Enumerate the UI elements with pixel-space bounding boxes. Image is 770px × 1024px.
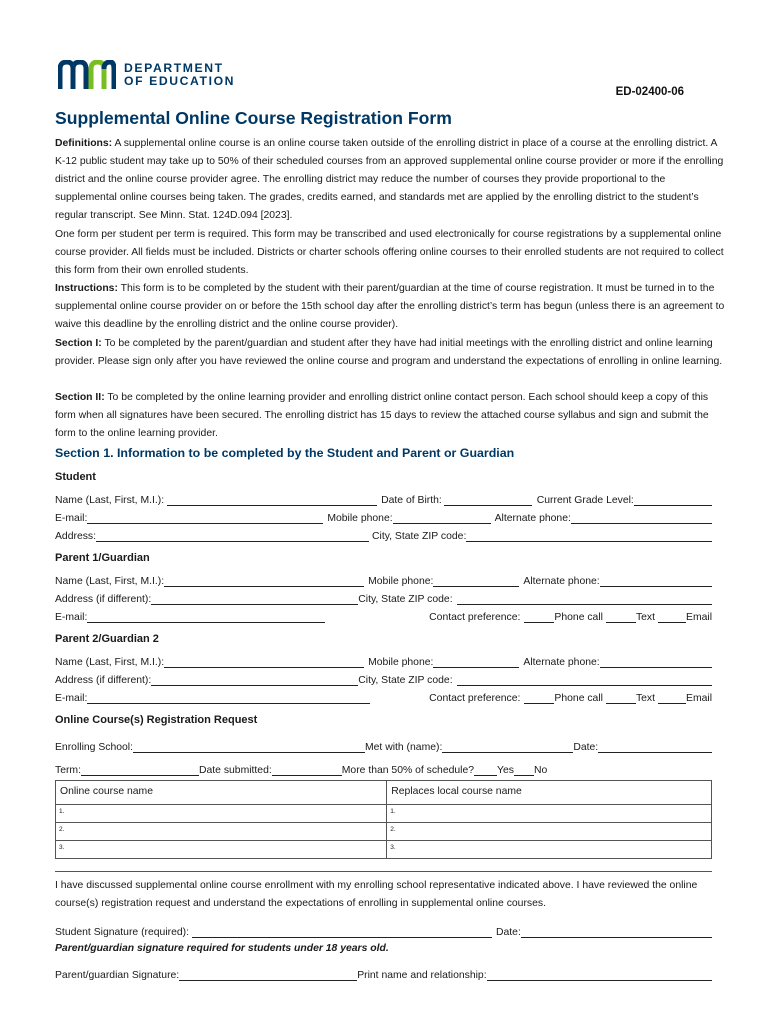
- signature-statement: I have discussed supplemental online course enrollment with my enrolling school representative indicated above. I have reviewed the online course(s) registration request and understand the expectations of enrolling in supplemental online courses.: [55, 880, 698, 910]
- parent2-mobile-field[interactable]: [433, 656, 519, 668]
- logo-text: DEPARTMENT OF EDUCATION: [124, 60, 236, 88]
- divider: [55, 871, 712, 872]
- student-row-1: Name (Last, First, M.I.): Date of Birth: Current Grade Level:: [55, 490, 712, 506]
- table-row: [56, 823, 712, 841]
- table-header-row: [56, 781, 712, 805]
- replaces-course-cell-3[interactable]: 3.: [387, 841, 712, 859]
- registration-heading: Online Course(s) Registration Request: [55, 714, 258, 726]
- met-with-field[interactable]: [442, 741, 573, 753]
- parent1-email-field[interactable]: [87, 611, 325, 623]
- section-two-note: Section II: To be completed by the online learning provider and enrolling district online contact person. Each school should keep a copy of this form when all signatures have been secured. The enrolling district has 15 days to review the attached course syllabus and sign and submit the form to the online learning provider.: [55, 392, 709, 440]
- table-row: [56, 805, 712, 823]
- parent2-phone-call-check[interactable]: [524, 692, 554, 704]
- student-alt-phone-field[interactable]: [571, 512, 712, 524]
- student-name-field[interactable]: [167, 494, 377, 506]
- student-heading: Student: [55, 471, 96, 483]
- parent1-mobile-field[interactable]: [433, 575, 519, 587]
- parent1-phone-call-check[interactable]: [524, 611, 554, 623]
- parent2-row-1: Name (Last, First, M.I.): Mobile phone: Alternate phone:: [55, 652, 712, 668]
- parent1-row-1: Name (Last, First, M.I.): Mobile phone: Alternate phone:: [55, 571, 712, 587]
- parent2-name-field[interactable]: [164, 656, 364, 668]
- parent2-row-3: E-mail: Contact preference: Phone call Text Email: [55, 693, 712, 704]
- parent1-heading: Parent 1/Guardian: [55, 552, 150, 564]
- student-row-2: E-mail: Mobile phone: Alternate phone:: [55, 508, 712, 524]
- parent2-text-check[interactable]: [606, 692, 636, 704]
- form-id: ED-02400-06: [615, 86, 684, 98]
- registration-date-field[interactable]: [598, 741, 712, 753]
- parent2-row-2: Address (if different): City, State ZIP code:: [55, 670, 712, 686]
- student-grade-field[interactable]: [634, 494, 712, 506]
- online-course-col-header: Online course name: [56, 781, 387, 805]
- page-title: Supplemental Online Course Registration Form: [55, 108, 452, 128]
- student-dob-field[interactable]: [444, 494, 532, 506]
- parent2-city-field[interactable]: [457, 674, 712, 686]
- replaces-course-cell-2[interactable]: 2.: [387, 823, 712, 841]
- parent2-heading: Parent 2/Guardian 2: [55, 633, 159, 645]
- parent2-email-check[interactable]: [658, 692, 686, 704]
- definitions-paragraph: Definitions: A supplemental online course is an online course taken outside of the enrolling district in place of a course at the enrolling district. A K-12 public student may take up to 50% of their scheduled courses from an approved supplemental online course provider or more if the enrolling district and the online course provider agree. The enrolling district may reduce the number of courses they provide proportional to the supplemental online courses being taken. The grades, credits earned, and standards met are applied by the enrolling district to the student’s regular transcript. See Minn. Stat. 124D.094 [2023].: [55, 138, 724, 222]
- registration-row-1: Enrolling School: Met with (name): Date:: [55, 737, 712, 753]
- online-course-cell-3[interactable]: 3.: [56, 841, 387, 859]
- parent1-email-check[interactable]: [658, 611, 686, 623]
- student-signature-date-field[interactable]: [521, 926, 712, 938]
- yes-check[interactable]: [474, 764, 497, 776]
- parent1-alt-phone-field[interactable]: [600, 575, 712, 587]
- parent1-row-2: Address (if different): City, State ZIP code:: [55, 589, 712, 605]
- mde-logo: [58, 60, 235, 90]
- print-name-field[interactable]: [487, 969, 712, 981]
- student-city-field[interactable]: [466, 530, 712, 542]
- table-row: [56, 841, 712, 859]
- course-table: [55, 780, 712, 859]
- student-mobile-field[interactable]: [393, 512, 491, 524]
- student-address-field[interactable]: [96, 530, 369, 542]
- student-signature-field[interactable]: [192, 926, 492, 938]
- replaces-col-header: Replaces local course name: [387, 781, 712, 805]
- parent1-city-field[interactable]: [457, 593, 712, 605]
- parent-signature-row: Parent/guardian Signature: Print name and relationship:: [55, 965, 712, 981]
- date-submitted-field[interactable]: [272, 764, 342, 776]
- parent2-email-field[interactable]: [87, 692, 370, 704]
- minnesota-logo-icon: [58, 60, 116, 90]
- parent-signature-field[interactable]: [179, 969, 357, 981]
- student-row-3: Address: City, State ZIP code:: [55, 526, 712, 542]
- student-signature-row: Student Signature (required): Date:: [55, 922, 712, 938]
- one-form-paragraph: One form per student per term is required. This form may be transcribed and used electronically for course registrations by a supplemental online course provider. All fields must be included. Districts or charter schools offering online courses to their enrolled students are not required to collect this form from their own enrolled students.: [55, 229, 724, 277]
- section-1-heading: Section 1. Information to be completed by the Student and Parent or Guardian: [55, 446, 515, 460]
- section-one-note: Section I: To be completed by the parent/guardian and student after they have had initial meetings with the enrolling district and online learning provider. Please sign only after you have reviewed the online course and program and understand the expectations of enrolling in online learning.: [55, 338, 723, 368]
- parent1-address-field[interactable]: [151, 593, 358, 605]
- enrolling-school-field[interactable]: [133, 741, 365, 753]
- parent-required-note: Parent/guardian signature required for students under 18 years old.: [55, 943, 389, 954]
- parent2-address-field[interactable]: [151, 674, 358, 686]
- online-course-cell-2[interactable]: 2.: [56, 823, 387, 841]
- parent2-alt-phone-field[interactable]: [600, 656, 712, 668]
- parent1-name-field[interactable]: [164, 575, 364, 587]
- student-email-field[interactable]: [87, 512, 323, 524]
- parent1-row-3: E-mail: Contact preference: Phone call Text Email: [55, 612, 712, 623]
- instructions-paragraph: Instructions: This form is to be completed by the student with their parent/guardian at the time of course registration. It must be turned in to the supplemental online course provider on or before the 15th school day after the enrolling district’s term has begun (unless there is an agreement to waive this deadline by the enrolling district and the online course provider).: [55, 283, 725, 331]
- term-field[interactable]: [81, 764, 199, 776]
- registration-row-2: Term: Date submitted: More than 50% of schedule? Yes No: [55, 765, 548, 776]
- parent1-text-check[interactable]: [606, 611, 636, 623]
- online-course-cell-1[interactable]: 1.: [56, 805, 387, 823]
- no-check[interactable]: [514, 764, 534, 776]
- replaces-course-cell-1[interactable]: 1.: [387, 805, 712, 823]
